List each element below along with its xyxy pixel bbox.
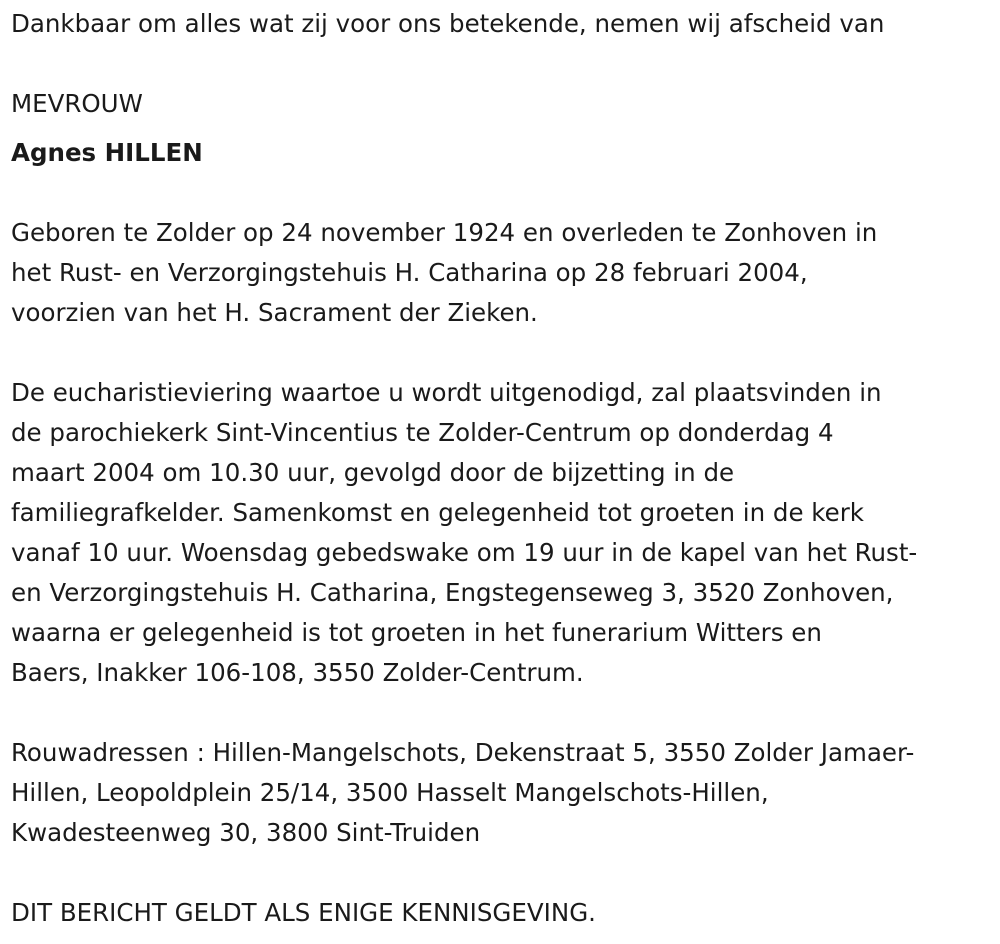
intro-text: Dankbaar om alles wat zij voor ons betekende, nemen wij afscheid van: [11, 9, 885, 38]
paragraph-line: Rouwadressen : Hillen-Mangelschots, Dekenstraat 5, 3550 Zolder Jamaer-: [11, 738, 915, 767]
paragraph-line: Kwadesteenweg 30, 3800 Sint-Truiden: [11, 818, 481, 847]
birth-death-paragraph: [11, 213, 877, 333]
deceased-name: Agnes HILLEN: [11, 138, 203, 167]
paragraph-line: en Verzorgingstehuis H. Catharina, Engstegenseweg 3, 3520 Zonhoven,: [11, 578, 894, 607]
honorific-title: MEVROUW: [11, 89, 143, 118]
condolence-addresses-paragraph: [11, 733, 914, 853]
ceremony-paragraph: [11, 373, 917, 693]
paragraph-line: voorzien van het H. Sacrament der Zieken.: [11, 298, 538, 327]
paragraph-line: Hillen, Leopoldplein 25/14, 3500 Hasselt Mangelschots-Hillen,: [11, 778, 769, 807]
paragraph-line: familiegrafkelder. Samenkomst en gelegenheid tot groeten in de kerk: [11, 498, 864, 527]
paragraph-line: Geboren te Zolder op 24 november 1924 en overleden te Zonhoven in: [11, 218, 878, 247]
notice-text: DIT BERICHT GELDT ALS ENIGE KENNISGEVING.: [11, 898, 596, 927]
paragraph-line: waarna er gelegenheid is tot groeten in het funerarium Witters en: [11, 618, 822, 647]
paragraph-line: vanaf 10 uur. Woensdag gebedswake om 19 uur in de kapel van het Rust-: [11, 538, 918, 567]
paragraph-line: maart 2004 om 10.30 uur, gevolgd door de bijzetting in de: [11, 458, 735, 487]
paragraph-line: Baers, Inakker 106-108, 3550 Zolder-Centrum.: [11, 658, 584, 687]
paragraph-line: De eucharistieviering waartoe u wordt uitgenodigd, zal plaatsvinden in: [11, 378, 882, 407]
paragraph-line: de parochiekerk Sint-Vincentius te Zolder-Centrum op donderdag 4: [11, 418, 834, 447]
paragraph-line: het Rust- en Verzorgingstehuis H. Catharina op 28 februari 2004,: [11, 258, 808, 287]
